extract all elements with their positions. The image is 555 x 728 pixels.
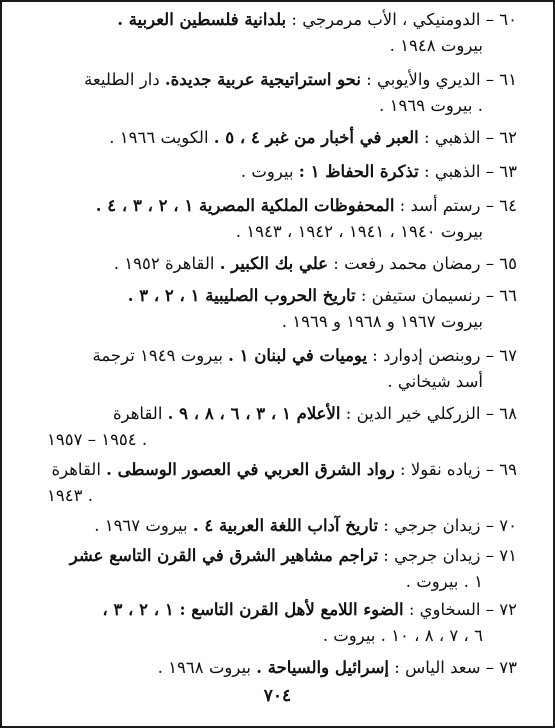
entry-publication: . بيروت ١٩٦٩ .: [379, 96, 483, 115]
entry-author: ٦٠ – الدومنيكي ، الأب مرمرجي :: [286, 10, 517, 29]
entry-title: تاريخ آداب اللغة العربية ٤ .: [192, 516, 379, 535]
entry-publication: القاهرة: [112, 404, 168, 423]
bibliography-entry-72: [47, 600, 517, 652]
bibliography-entry-66: [47, 286, 517, 338]
entry-publication: دار الطليعة: [84, 70, 165, 89]
entry-publication: ١ . بيروت .: [405, 572, 483, 591]
entry-publication: بيروت ١٩٦٧ .: [94, 516, 193, 535]
entry-title: العبر في أخبار من غبر ٤ ، ٥ .: [213, 128, 419, 147]
entry-author: ٦٧ – روبنصن إدوارد :: [367, 346, 517, 365]
entry-title: رواد الشرق العربي في العصور الوسطى .: [106, 460, 395, 479]
entry-publication: ٦ ، ٧ ، ٨ ، ١٠ . بيروت .: [322, 626, 483, 645]
bibliography-entry-69: [47, 460, 517, 512]
bibliography-entry-64: [47, 196, 517, 248]
bibliography-entry-68: [47, 404, 517, 456]
entry-author: ٧١ – زيدان جرجي :: [378, 546, 517, 565]
entry-title: بلدانية فلسطين العربية .: [117, 10, 287, 29]
bibliography-entry-61: [47, 70, 517, 122]
bibliography-entry-65: [47, 254, 517, 280]
entry-title: الضوء اللامع لأهل القرن التاسع : ١ ، ٢ ، ٣ ،: [102, 600, 404, 619]
entry-author: ٦١ – الديري والأيوبي :: [360, 70, 517, 89]
entry-author: ٦٥ – رمضان محمد رفعت :: [328, 254, 517, 273]
entry-publication: القاهرة: [51, 460, 107, 479]
entry-author: ٧٢ – السخاوي :: [403, 600, 517, 619]
entry-author: ٦٦ – رنسيمان ستيفن :: [355, 286, 517, 305]
entry-author: ٧٠ – زيدان جرجي :: [378, 516, 517, 535]
entry-publication: بيروت ١٩٤٠ ، ١٩٤١ ، ١٩٤٢ ، ١٩٤٣ .: [235, 222, 483, 241]
entry-title: تراجم مشاهير الشرق في القرن التاسع عشر: [69, 546, 379, 565]
entry-publication: بيروت ١٩٤٨ .: [389, 36, 483, 55]
bibliography-entry-71: [47, 546, 517, 598]
entry-author: ٦٩ – زياده نقولا :: [394, 460, 517, 479]
entry-author: ٦٢ – الذهبي :: [418, 128, 517, 147]
entry-author: ٧٣ – سعد الياس :: [389, 658, 517, 677]
page-number: ٧٠٤: [263, 686, 292, 706]
entry-title: علي بك الكبير .: [219, 254, 329, 273]
entry-author: ٦٨ – الزركلي خير الدين :: [340, 404, 517, 423]
entry-publication: بيروت ١٩٤٩ ترجمة: [92, 346, 229, 365]
bibliography-entry-67: [47, 346, 517, 398]
entry-title: المحفوظات الملكية المصرية ١ ، ٢ ، ٣ ، ٤ .: [95, 196, 395, 215]
bibliography-entry-60: [47, 10, 517, 62]
entry-title: تذكرة الحفاظ ١ :: [298, 162, 419, 181]
entry-publication: ١٩٤٣ .: [47, 486, 93, 505]
entry-publication: بيروت ١٩٦٨ .: [157, 658, 257, 677]
entry-title: يوميات في لبنان ١ .: [228, 346, 368, 365]
entry-publication: ١٩٥٤ – ١٩٥٧ .: [47, 430, 148, 449]
entry-publication: بيروت ١٩٦٧ و ١٩٦٨ و ١٩٦٩ .: [281, 312, 483, 331]
entry-publication: أسد شيخاني .: [387, 372, 483, 391]
bibliography-entry-63: [47, 162, 517, 188]
entry-publication: الكويت ١٩٦٦ .: [109, 128, 214, 147]
bibliography-entry-73: [47, 658, 517, 684]
bibliography-entry-62: [47, 128, 517, 154]
bibliography-entry-70: [47, 516, 517, 542]
entry-author: ٦٣ – الذهبي :: [418, 162, 517, 181]
entry-publication: بيروت .: [240, 162, 299, 181]
entry-title: تاريخ الحروب الصليبية ١ ، ٢ ، ٣ .: [127, 286, 356, 305]
entry-author: ٦٤ – رستم أسد :: [394, 196, 517, 215]
entry-title: نحو استراتيجية عربية جديدة.: [164, 70, 361, 89]
entry-title: الأعلام ١ ، ٣ ، ٦ ، ٨ ، ٩ .: [167, 404, 341, 423]
entry-title: إسرائيل والسياحة .: [256, 658, 390, 677]
entry-publication: القاهرة ١٩٥٢ .: [113, 254, 220, 273]
